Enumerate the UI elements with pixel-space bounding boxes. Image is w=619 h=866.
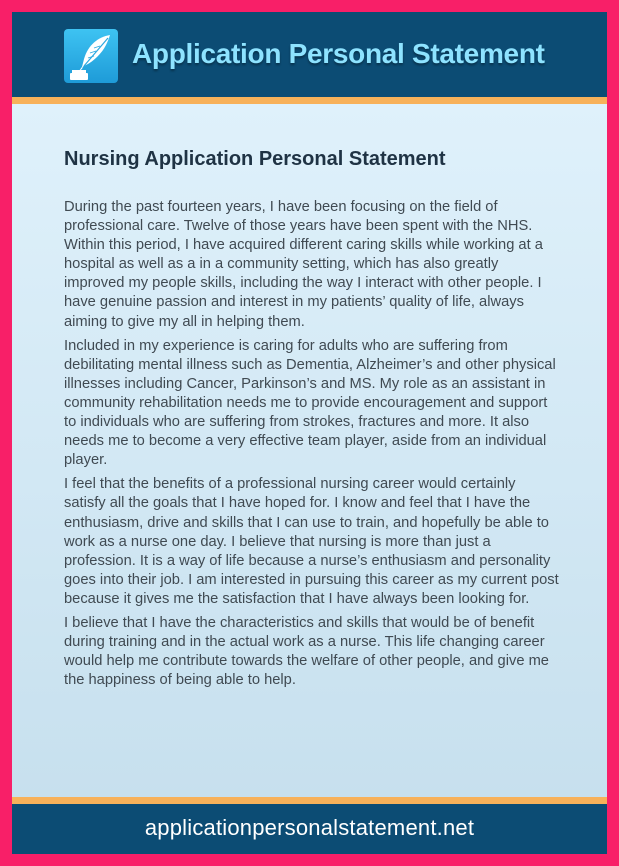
- header-bar: [12, 12, 607, 97]
- content-area: [12, 104, 607, 797]
- quill-and-inkwell-icon: [64, 29, 118, 83]
- site-title: Application Personal Statement: [132, 38, 545, 69]
- accent-stripe-bottom: [12, 797, 607, 804]
- document-title: Nursing Application Personal Statement: [64, 148, 446, 170]
- website-url[interactable]: applicationpersonalstatement.net: [144, 815, 475, 840]
- paragraph: During the past fourteen years, I have been focusing on the field of professional care. Twelve of those years have been spent with the NHS. Within this period, I have acquired different caring skills while working at a hospital as well as a in a community setting, which has also greatly improved my people skills, including the way I interact with other people. I have genuine passion and interest in my patients’ quality of life, always aiming to give my all in helping them.: [64, 199, 543, 330]
- accent-stripe-top: [12, 97, 607, 104]
- page-frame: [12, 12, 607, 854]
- paragraph: I feel that the benefits of a professional nursing career would certainly satisfy all the goals that I have hoped for. I know and feel that I have the enthusiasm, drive and skills that I can use to train, and hopefully be able to work as a nurse one day. I believe that nursing is more than just a profession. It is a way of life because a nurse’s enthusiasm and personality goes into their job. I am interested in pursuing this career as my current post because it gives me the satisfaction that I have always been looking for.: [64, 476, 559, 607]
- paragraph: I believe that I have the characteristics and skills that would be of benefit during training and in the actual work as a nurse. This life changing career would help me contribute towards the welfare of other people, and give me the happiness of being able to help.: [64, 614, 549, 689]
- statement-body: [64, 198, 560, 695]
- paragraph: Included in my experience is caring for adults who are suffering from debilitating mental illness such as Dementia, Alzheimer’s and other physical illnesses including Cancer, Parkinson’s and MS. My role as an assistant in community rehabilitation needs me to provide encouragement and support to individuals who are suffering from strokes, fractures and more. It also needs me to become a very effective team player, aside from an individual player.: [64, 337, 556, 469]
- footer-bar: [12, 804, 607, 854]
